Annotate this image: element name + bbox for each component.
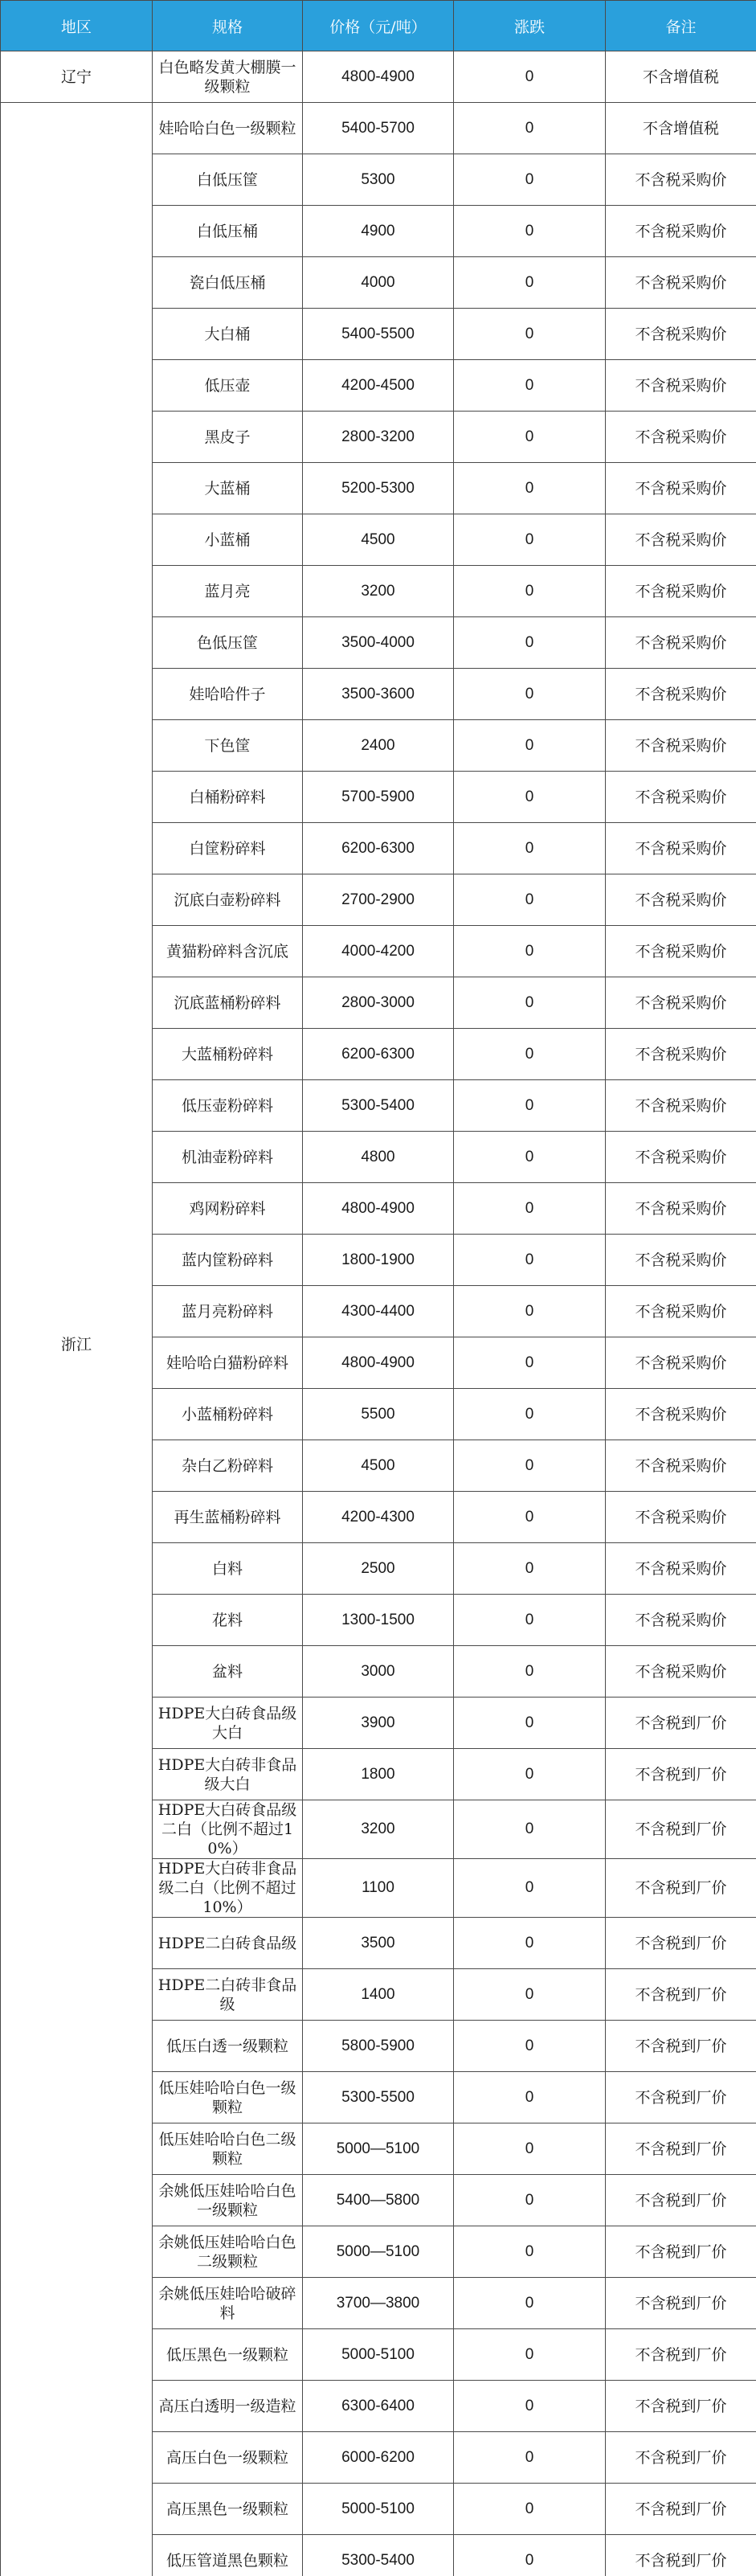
note-cell: 不含增值税 <box>606 51 756 103</box>
region-cell: 浙江 <box>1 103 153 2576</box>
price-cell: 4900 <box>303 206 454 257</box>
note-cell: 不含税采购价 <box>606 154 756 206</box>
spec-cell: 低压壶 <box>153 360 303 412</box>
spec-cell: 蓝内筐粉碎料 <box>153 1235 303 1286</box>
change-cell: 0 <box>454 2278 606 2329</box>
change-cell: 0 <box>454 514 606 566</box>
note-cell: 不含税采购价 <box>606 720 756 772</box>
spec-cell: 白低压筐 <box>153 154 303 206</box>
note-cell: 不含税采购价 <box>606 309 756 360</box>
change-cell: 0 <box>454 1749 606 1800</box>
change-cell: 0 <box>454 206 606 257</box>
change-cell: 0 <box>454 1132 606 1183</box>
note-cell: 不含税采购价 <box>606 257 756 309</box>
change-cell: 0 <box>454 360 606 412</box>
spec-cell: 余姚低压娃哈哈破碎料 <box>153 2278 303 2329</box>
spec-cell: 白料 <box>153 1543 303 1595</box>
change-cell: 0 <box>454 103 606 154</box>
change-cell: 0 <box>454 309 606 360</box>
spec-cell: 黑皮子 <box>153 412 303 463</box>
price-cell: 4200-4500 <box>303 360 454 412</box>
change-cell: 0 <box>454 1080 606 1132</box>
change-cell: 0 <box>454 874 606 926</box>
table-row <box>1 103 756 154</box>
change-cell: 0 <box>454 1646 606 1698</box>
note-cell: 不含税到厂价 <box>606 2021 756 2072</box>
note-cell: 不含税采购价 <box>606 1389 756 1440</box>
price-cell: 4800-4900 <box>303 51 454 103</box>
spec-cell: HDPE大白砖食品级大白 <box>153 1698 303 1749</box>
price-cell: 2800-3200 <box>303 412 454 463</box>
price-cell: 2700-2900 <box>303 874 454 926</box>
spec-cell: 黄猫粉碎料含沉底 <box>153 926 303 977</box>
note-cell: 不含税到厂价 <box>606 1969 756 2021</box>
change-cell: 0 <box>454 51 606 103</box>
price-cell: 5300-5400 <box>303 2535 454 2576</box>
spec-cell: 蓝月亮粉碎料 <box>153 1286 303 1337</box>
price-cell: 1800 <box>303 1749 454 1800</box>
spec-cell: HDPE大白砖非食品级二白（比例不超过10%） <box>153 1859 303 1918</box>
price-cell: 2400 <box>303 720 454 772</box>
spec-cell: 盆料 <box>153 1646 303 1698</box>
spec-cell: 低压壶粉碎料 <box>153 1080 303 1132</box>
spec-cell: HDPE二白砖食品级 <box>153 1918 303 1969</box>
spec-cell: 低压白透一级颗粒 <box>153 2021 303 2072</box>
change-cell: 0 <box>454 1918 606 1969</box>
change-cell: 0 <box>454 2175 606 2226</box>
spec-cell: 小蓝桶 <box>153 514 303 566</box>
change-cell: 0 <box>454 1698 606 1749</box>
price-cell: 5000-5100 <box>303 2329 454 2381</box>
note-cell: 不含税到厂价 <box>606 1749 756 1800</box>
spec-cell: HDPE大白砖非食品级大白 <box>153 1749 303 1800</box>
note-cell: 不含税采购价 <box>606 1183 756 1235</box>
price-cell: 4500 <box>303 1440 454 1492</box>
price-cell: 4800-4900 <box>303 1337 454 1389</box>
price-cell: 5400-5500 <box>303 309 454 360</box>
note-cell: 不含税到厂价 <box>606 2123 756 2175</box>
change-cell: 0 <box>454 2226 606 2278</box>
note-cell: 不含税采购价 <box>606 926 756 977</box>
price-cell: 6300-6400 <box>303 2381 454 2432</box>
note-cell: 不含税采购价 <box>606 977 756 1029</box>
note-cell: 不含税采购价 <box>606 412 756 463</box>
change-cell: 0 <box>454 1286 606 1337</box>
note-cell: 不含税采购价 <box>606 1492 756 1543</box>
spec-cell: 蓝月亮 <box>153 566 303 617</box>
region-cell: 辽宁 <box>1 51 153 103</box>
note-cell: 不含税采购价 <box>606 514 756 566</box>
spec-cell: 大蓝桶 <box>153 463 303 514</box>
price-cell: 5400-5700 <box>303 103 454 154</box>
change-cell: 0 <box>454 566 606 617</box>
price-cell: 4000 <box>303 257 454 309</box>
change-cell: 0 <box>454 669 606 720</box>
note-cell: 不含税采购价 <box>606 1235 756 1286</box>
change-cell: 0 <box>454 463 606 514</box>
table-body <box>1 51 756 2576</box>
note-cell: 不含税采购价 <box>606 1337 756 1389</box>
price-cell: 6200-6300 <box>303 823 454 874</box>
note-cell: 不含税到厂价 <box>606 2226 756 2278</box>
spec-cell: 大白桶 <box>153 309 303 360</box>
table-row <box>1 51 756 103</box>
price-cell: 4800 <box>303 1132 454 1183</box>
price-cell: 5300 <box>303 154 454 206</box>
change-cell: 0 <box>454 412 606 463</box>
change-cell: 0 <box>454 1969 606 2021</box>
change-cell: 0 <box>454 2535 606 2576</box>
change-cell: 0 <box>454 1595 606 1646</box>
change-cell: 0 <box>454 1543 606 1595</box>
spec-cell: 高压白色一级颗粒 <box>153 2432 303 2484</box>
spec-cell: 余姚低压娃哈哈白色一级颗粒 <box>153 2175 303 2226</box>
price-cell: 3500-3600 <box>303 669 454 720</box>
change-cell: 0 <box>454 977 606 1029</box>
price-cell: 4800-4900 <box>303 1183 454 1235</box>
header-price: 价格（元/吨） <box>303 1 454 51</box>
price-cell: 5800-5900 <box>303 2021 454 2072</box>
price-cell: 5000-5100 <box>303 2484 454 2535</box>
change-cell: 0 <box>454 1337 606 1389</box>
spec-cell: 下色筐 <box>153 720 303 772</box>
spec-cell: 低压黑色一级颗粒 <box>153 2329 303 2381</box>
spec-cell: 娃哈哈白色一级颗粒 <box>153 103 303 154</box>
note-cell: 不含税到厂价 <box>606 2432 756 2484</box>
price-cell: 5000—5100 <box>303 2123 454 2175</box>
change-cell: 0 <box>454 926 606 977</box>
spec-cell: 高压黑色一级颗粒 <box>153 2484 303 2535</box>
spec-cell: 鸡网粉碎料 <box>153 1183 303 1235</box>
change-cell: 0 <box>454 617 606 669</box>
note-cell: 不含税采购价 <box>606 1080 756 1132</box>
price-cell: 3500 <box>303 1918 454 1969</box>
note-cell: 不含税采购价 <box>606 1286 756 1337</box>
change-cell: 0 <box>454 2123 606 2175</box>
price-cell: 3700—3800 <box>303 2278 454 2329</box>
note-cell: 不含税到厂价 <box>606 2278 756 2329</box>
note-cell: 不含税到厂价 <box>606 1800 756 1859</box>
price-cell: 6000-6200 <box>303 2432 454 2484</box>
price-cell: 5000—5100 <box>303 2226 454 2278</box>
header-region: 地区 <box>1 1 153 51</box>
spec-cell: 高压白透明一级造粒 <box>153 2381 303 2432</box>
spec-cell: HDPE二白砖非食品级 <box>153 1969 303 2021</box>
price-cell: 5400—5800 <box>303 2175 454 2226</box>
price-cell: 4500 <box>303 514 454 566</box>
note-cell: 不含税到厂价 <box>606 2535 756 2576</box>
price-cell: 3000 <box>303 1646 454 1698</box>
spec-cell: 沉底白壶粉碎料 <box>153 874 303 926</box>
price-cell: 5300-5400 <box>303 1080 454 1132</box>
change-cell: 0 <box>454 1859 606 1918</box>
spec-cell: 白桶粉碎料 <box>153 772 303 823</box>
note-cell: 不含税到厂价 <box>606 2072 756 2123</box>
change-cell: 0 <box>454 1183 606 1235</box>
price-cell: 5500 <box>303 1389 454 1440</box>
note-cell: 不含税到厂价 <box>606 2175 756 2226</box>
price-cell: 5700-5900 <box>303 772 454 823</box>
spec-cell: 低压娃哈哈白色一级颗粒 <box>153 2072 303 2123</box>
note-cell: 不含税采购价 <box>606 1595 756 1646</box>
price-cell: 3200 <box>303 566 454 617</box>
change-cell: 0 <box>454 2484 606 2535</box>
note-cell: 不含税到厂价 <box>606 2381 756 2432</box>
note-cell: 不含税到厂价 <box>606 2484 756 2535</box>
price-cell: 4000-4200 <box>303 926 454 977</box>
change-cell: 0 <box>454 720 606 772</box>
spec-cell: 低压娃哈哈白色二级颗粒 <box>153 2123 303 2175</box>
note-cell: 不含税采购价 <box>606 1029 756 1080</box>
note-cell: 不含税采购价 <box>606 617 756 669</box>
spec-cell: 低压管道黑色颗粒 <box>153 2535 303 2576</box>
spec-cell: 白低压桶 <box>153 206 303 257</box>
change-cell: 0 <box>454 1029 606 1080</box>
spec-cell: 花料 <box>153 1595 303 1646</box>
change-cell: 0 <box>454 1440 606 1492</box>
change-cell: 0 <box>454 2432 606 2484</box>
price-cell: 5300-5500 <box>303 2072 454 2123</box>
header-row <box>1 1 756 51</box>
spec-cell: 娃哈哈件子 <box>153 669 303 720</box>
price-cell: 1100 <box>303 1859 454 1918</box>
price-cell: 6200-6300 <box>303 1029 454 1080</box>
header-change: 涨跌 <box>454 1 606 51</box>
change-cell: 0 <box>454 2021 606 2072</box>
change-cell: 0 <box>454 823 606 874</box>
spec-cell: 机油壶粉碎料 <box>153 1132 303 1183</box>
spec-cell: HDPE大白砖食品级二白（比例不超过10%） <box>153 1800 303 1859</box>
note-cell: 不含税采购价 <box>606 1646 756 1698</box>
price-cell: 3500-4000 <box>303 617 454 669</box>
note-cell: 不含税采购价 <box>606 772 756 823</box>
spec-cell: 余姚低压娃哈哈白色二级颗粒 <box>153 2226 303 2278</box>
change-cell: 0 <box>454 2329 606 2381</box>
change-cell: 0 <box>454 1492 606 1543</box>
header-note: 备注 <box>606 1 756 51</box>
header-spec: 规格 <box>153 1 303 51</box>
note-cell: 不含税到厂价 <box>606 1859 756 1918</box>
note-cell: 不含税到厂价 <box>606 1918 756 1969</box>
change-cell: 0 <box>454 772 606 823</box>
note-cell: 不含税采购价 <box>606 874 756 926</box>
note-cell: 不含税采购价 <box>606 823 756 874</box>
note-cell: 不含税到厂价 <box>606 1698 756 1749</box>
price-cell: 1800-1900 <box>303 1235 454 1286</box>
price-cell: 2500 <box>303 1543 454 1595</box>
note-cell: 不含税采购价 <box>606 463 756 514</box>
price-cell: 2800-3000 <box>303 977 454 1029</box>
spec-cell: 沉底蓝桶粉碎料 <box>153 977 303 1029</box>
price-cell: 1400 <box>303 1969 454 2021</box>
change-cell: 0 <box>454 1389 606 1440</box>
change-cell: 0 <box>454 154 606 206</box>
note-cell: 不含税到厂价 <box>606 2329 756 2381</box>
price-cell: 4200-4300 <box>303 1492 454 1543</box>
note-cell: 不含税采购价 <box>606 566 756 617</box>
price-cell: 3900 <box>303 1698 454 1749</box>
note-cell: 不含税采购价 <box>606 360 756 412</box>
spec-cell: 色低压筐 <box>153 617 303 669</box>
spec-cell: 大蓝桶粉碎料 <box>153 1029 303 1080</box>
spec-cell: 杂白乙粉碎料 <box>153 1440 303 1492</box>
note-cell: 不含增值税 <box>606 103 756 154</box>
note-cell: 不含税采购价 <box>606 206 756 257</box>
change-cell: 0 <box>454 2072 606 2123</box>
note-cell: 不含税采购价 <box>606 669 756 720</box>
change-cell: 0 <box>454 1800 606 1859</box>
change-cell: 0 <box>454 2381 606 2432</box>
spec-cell: 小蓝桶粉碎料 <box>153 1389 303 1440</box>
price-cell: 1300-1500 <box>303 1595 454 1646</box>
spec-cell: 白筐粉碎料 <box>153 823 303 874</box>
note-cell: 不含税采购价 <box>606 1132 756 1183</box>
note-cell: 不含税采购价 <box>606 1543 756 1595</box>
price-cell: 3200 <box>303 1800 454 1859</box>
change-cell: 0 <box>454 1235 606 1286</box>
spec-cell: 娃哈哈白猫粉碎料 <box>153 1337 303 1389</box>
spec-cell: 再生蓝桶粉碎料 <box>153 1492 303 1543</box>
change-cell: 0 <box>454 257 606 309</box>
price-cell: 5200-5300 <box>303 463 454 514</box>
note-cell: 不含税采购价 <box>606 1440 756 1492</box>
spec-cell: 瓷白低压桶 <box>153 257 303 309</box>
spec-cell: 白色略发黄大棚膜一级颗粒 <box>153 51 303 103</box>
price-cell: 4300-4400 <box>303 1286 454 1337</box>
